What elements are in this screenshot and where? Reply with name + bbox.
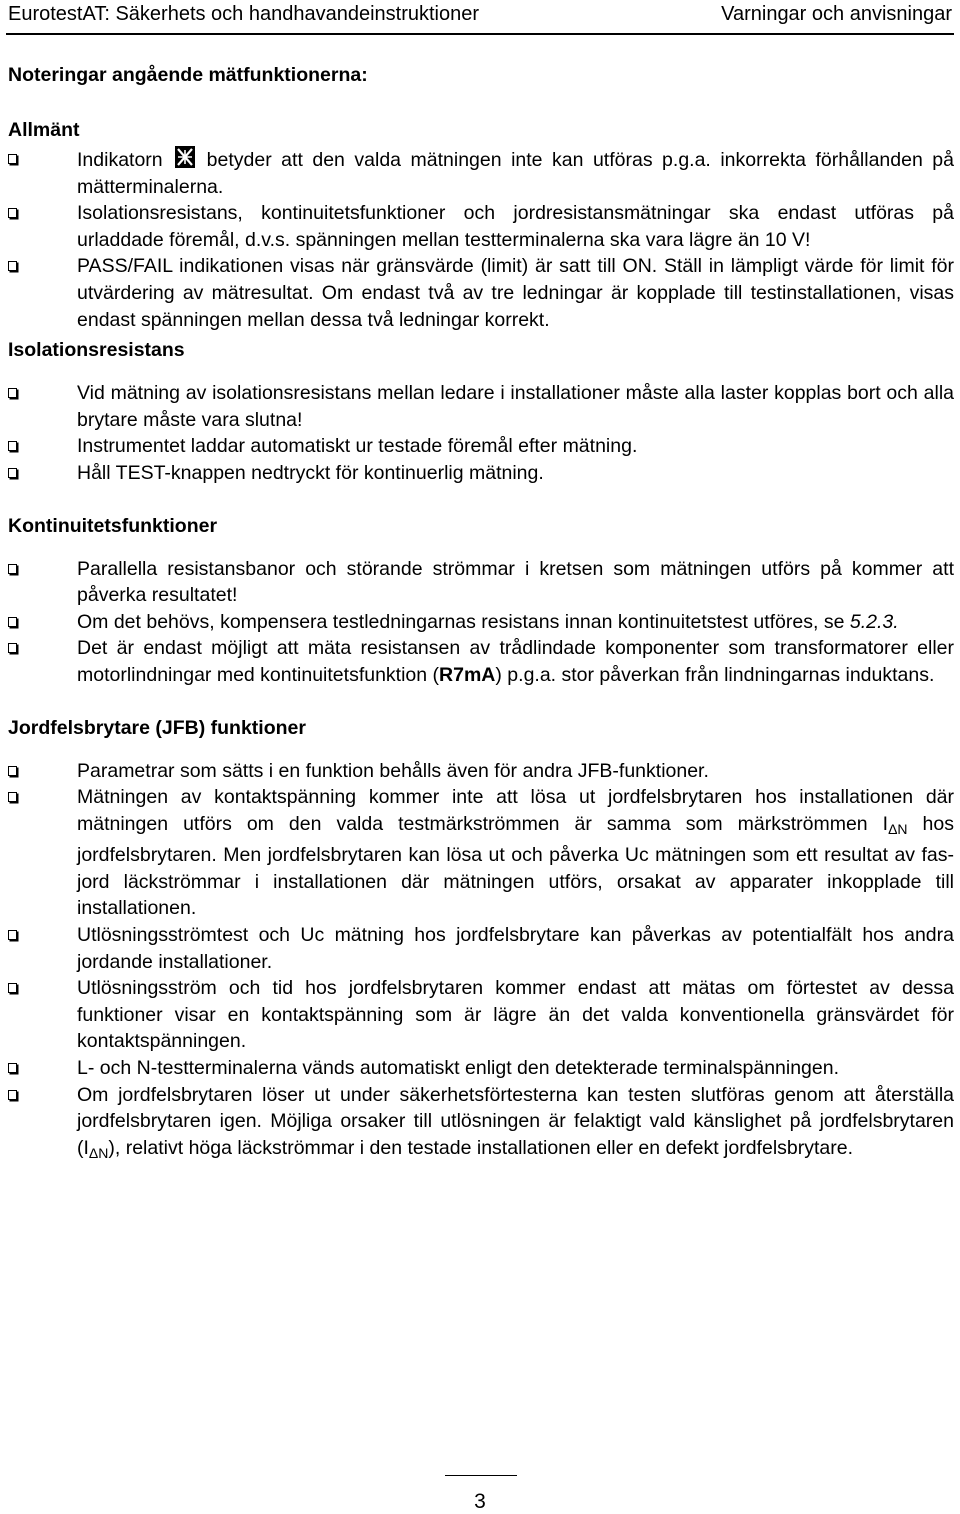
list-item-text: Om jordfelsbrytaren löser ut under säkerhetsförtesterna kan testen slutföras genom att återställa jordfelsbrytaren igen. Möjliga orsaker till utlösningen är felaktigt vald känslighet på jordfelsbrytaren (I <box>77 1083 954 1159</box>
delta-n-subscript: ΔN <box>88 1144 109 1161</box>
checkbox-bullet-icon <box>8 983 17 993</box>
list-item-text: L- och N-testterminalerna vänds automatiskt enligt den detekterade terminalspänningen. <box>77 1057 840 1080</box>
list-item <box>8 1082 954 1167</box>
header-left-title: EurotestAT: Säkerhets och handhavandeinstruktioner <box>8 3 480 25</box>
page-number: 3 <box>474 1490 486 1513</box>
rcd-list <box>8 758 954 1167</box>
list-item-text: Indikatorn <box>77 149 163 171</box>
list-item-text: Instrumentet laddar automatiskt ur testade föremål efter mätning. <box>77 435 638 458</box>
list-item-text: PASS/FAIL indikationen visas när gränsvärde (limit) är satt till ON. Ställ in lämpligt värde för limit för utvärdering av mätresultat. Om endast två av tre ledningar är kopplade till testinstallationen, visas endast spänningen mellan dessa två ledningar korrekt. <box>77 255 954 331</box>
section-reference-link[interactable]: 5.2.3. <box>849 610 899 633</box>
list-item-text: hos jordfelsbrytaren. Men jordfelsbrytaren kan lösa ut och påverka Uc mätningen som ett resultat av fas-jord läckströmmar i installationen där mätningen utförs, orsakat av apparater inkopplade till installationen. <box>77 812 954 920</box>
list-item <box>8 922 954 975</box>
section-heading-rcd: Jordfelsbrytare (JFB) funktioner <box>8 716 306 739</box>
running-header <box>8 0 952 30</box>
list-item <box>8 556 954 609</box>
list-item <box>8 635 954 688</box>
list-item-text: Om det behövs, kompensera testledningarnas resistans innan kontinuitetstest utföres, se <box>77 610 845 633</box>
header-rule <box>6 33 954 35</box>
list-item-text: Vid mätning av isolationsresistans mellan ledare i installationer måste alla laster kopplas bort och alla brytare måste vara slutna! <box>77 382 954 431</box>
list-item <box>8 460 954 487</box>
list-item <box>8 975 954 1055</box>
list-item <box>8 146 954 200</box>
section-heading-insulation: Isolationsresistans <box>8 339 185 362</box>
checkbox-bullet-icon <box>8 766 17 776</box>
list-item-text: Mätningen av kontaktspänning kommer inte att lösa ut jordfelsbrytaren hos installationen där mätningen utförs om den valda testmärkströmmen är samma som märkströmmen I <box>77 786 954 835</box>
list-item-text: Parallella resistansbanor och störande strömmar i kretsen som mätningen utförs på kommer att påverka resultatet! <box>77 557 954 607</box>
list-item <box>8 784 954 922</box>
list-item-text: ) p.g.a. stor påverkan från lindningarnas induktans. <box>495 663 935 686</box>
checkbox-bullet-icon <box>8 792 17 802</box>
list-item <box>8 609 954 636</box>
checkbox-bullet-icon <box>8 930 17 940</box>
list-item <box>8 253 954 333</box>
list-item <box>8 1055 954 1082</box>
list-item <box>8 758 954 785</box>
checkbox-bullet-icon <box>8 154 17 164</box>
checkbox-bullet-icon <box>8 441 17 451</box>
header-right-title: Varningar och anvisningar <box>721 3 952 25</box>
insulation-list <box>8 380 954 486</box>
list-item-text: Isolationsresistans, kontinuitetsfunktioner och jordresistansmätningar ska endast utföras på urladdade föremål, d.v.s. spänningen mellan testterminalerna ska vara lägre än 10 V! <box>77 202 954 251</box>
list-item-text: Det är endast möjligt att mäta resistansen av trådlindade komponenter som transformatorer eller motorlindningar med kontinuitetsfunktion ( <box>77 637 954 686</box>
checkbox-bullet-icon <box>8 643 17 653</box>
footer-rule <box>445 1475 517 1476</box>
list-item-text: Utlösningsström och tid hos jordfelsbrytaren kommer endast att mätas om förtestet av dessa funktioner visar en kontaktspänning som är lägre än det valda konventionella gränsvärdet för kontaktspänningen. <box>77 977 954 1053</box>
main-content <box>8 62 954 1166</box>
continuity-list <box>8 556 954 689</box>
list-item-text: Håll TEST-knappen nedtryckt för kontinuerlig mätning. <box>77 461 544 484</box>
delta-n-subscript: ΔN <box>888 820 908 837</box>
list-item-text: betyder att den valda mätningen inte kan utföras p.g.a. inkorrekta förhållanden på mätterminalerna. <box>77 149 954 198</box>
checkbox-bullet-icon <box>8 1063 17 1073</box>
list-item-text: ), relativt höga läckströmmar i den testade installationen eller en defekt jordfelsbrytare. <box>108 1136 854 1159</box>
warning-indicator-icon <box>175 146 195 168</box>
function-name: R7mA <box>439 663 496 686</box>
checkbox-bullet-icon <box>8 261 17 271</box>
checkbox-bullet-icon <box>8 1090 17 1100</box>
page-title: Noteringar angående mätfunktionerna: <box>8 64 368 86</box>
section-heading-continuity: Kontinuitetsfunktioner <box>8 514 218 537</box>
checkbox-bullet-icon <box>8 564 17 574</box>
checkbox-bullet-icon <box>8 208 17 218</box>
section-heading-general: Allmänt <box>8 119 80 141</box>
list-item <box>8 433 954 460</box>
list-item-text: Utlösningsströmtest och Uc mätning hos jordfelsbrytare kan påverkas av potentialfält hos andra jordande installationer. <box>77 924 954 973</box>
list-item <box>8 380 954 433</box>
checkbox-bullet-icon <box>8 617 17 627</box>
general-list <box>8 146 954 333</box>
list-item <box>8 200 954 253</box>
checkbox-bullet-icon <box>8 388 17 398</box>
checkbox-bullet-icon <box>8 468 17 478</box>
list-item-text: Parametrar som sätts i en funktion behålls även för andra JFB-funktioner. <box>77 759 709 782</box>
